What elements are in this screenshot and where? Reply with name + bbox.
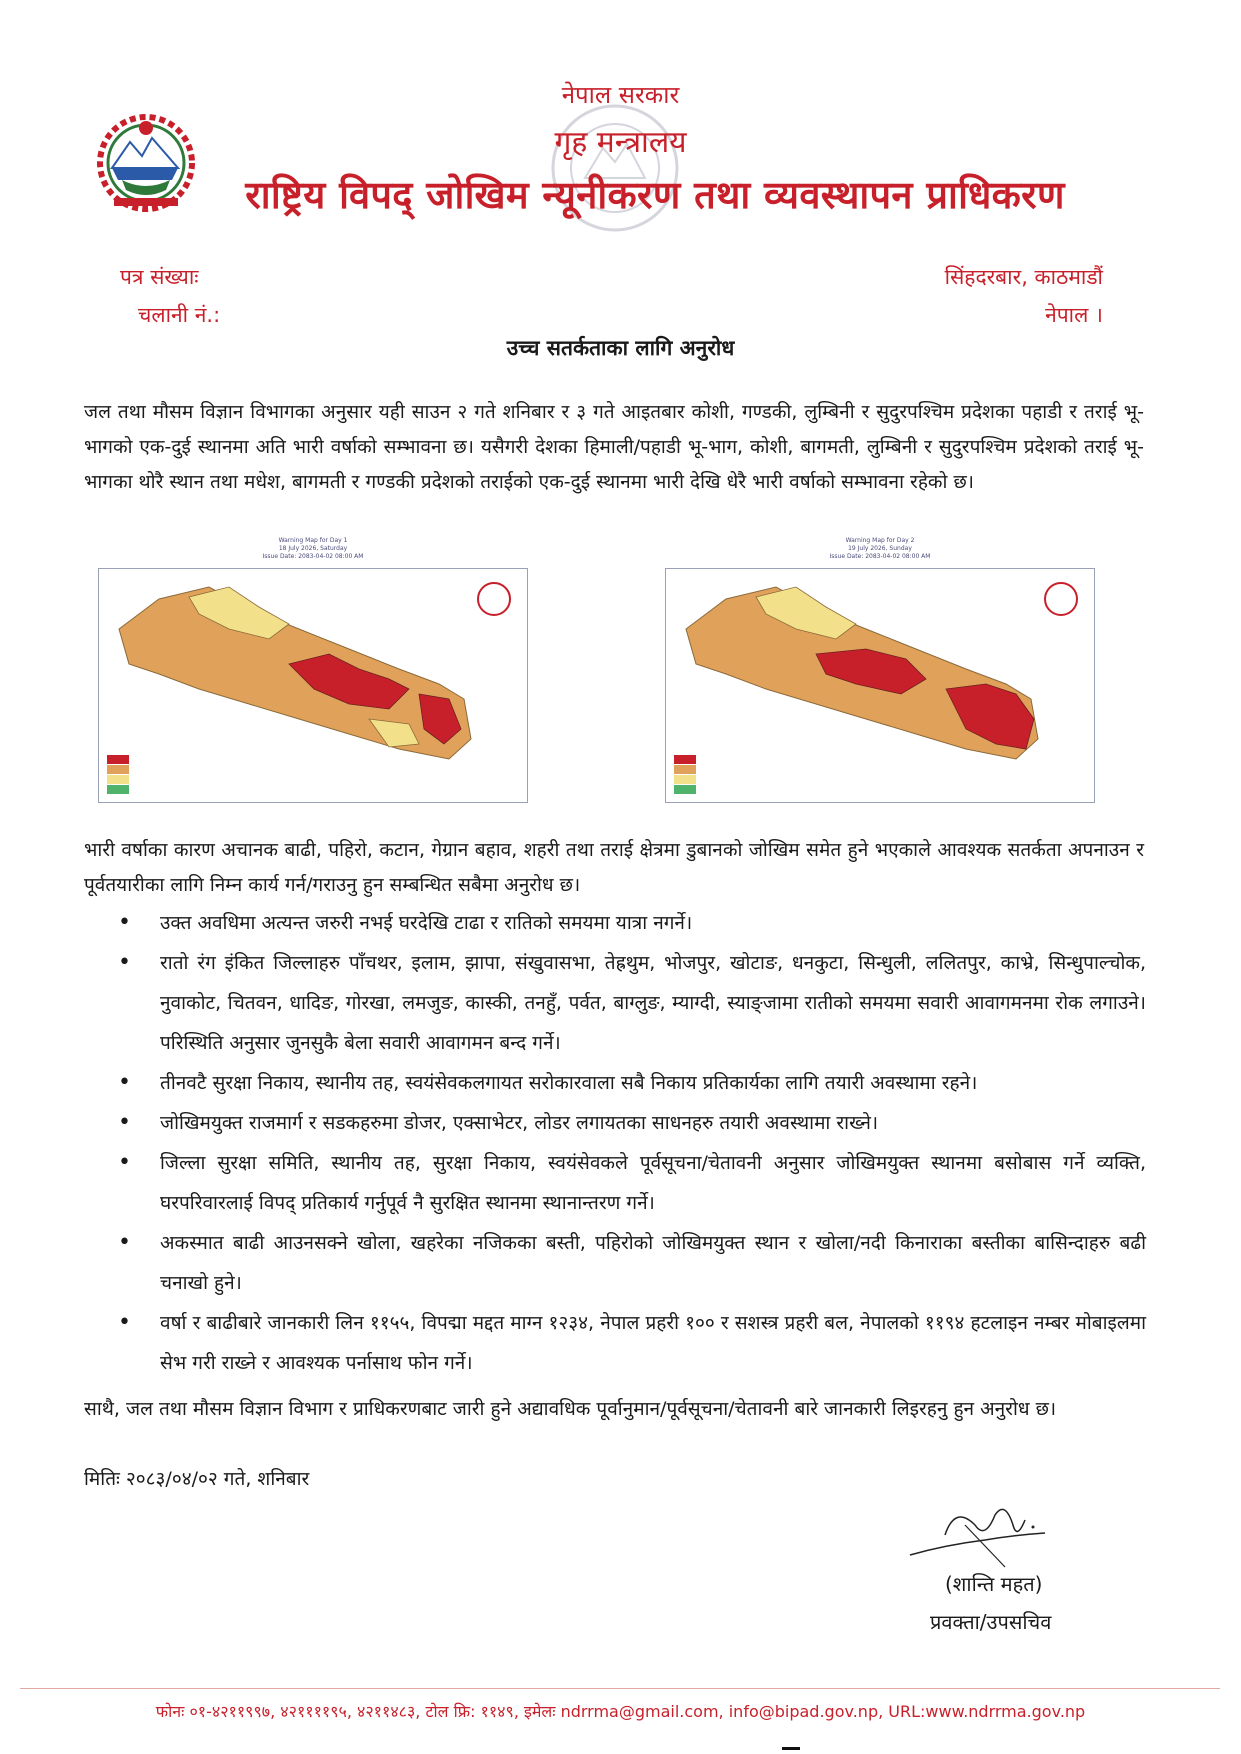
government-name: नेपाल सरकार bbox=[561, 81, 680, 109]
legend-red-swatch bbox=[107, 755, 129, 764]
dispatch-no-label: चलानी नं.: bbox=[138, 303, 221, 327]
legend-yellow-swatch bbox=[107, 775, 129, 784]
list-item: • जोखिमयुक्त राजमार्ग र सडकहरुमा डोजर, एक्साभेटर, लोडर लगायतका साधनहरु तयारी अवस्थामा राख्ने। bbox=[118, 1103, 1146, 1143]
signature-icon bbox=[905, 1495, 1055, 1570]
legend-yellow-swatch bbox=[674, 775, 696, 784]
map2-image bbox=[666, 569, 1094, 802]
signatory-title: प्रवक्ता/उपसचिव bbox=[930, 1610, 1052, 1634]
map1-date: 18 July 2026, Saturday bbox=[278, 545, 348, 552]
ministry-name: गृह मन्त्रालय bbox=[554, 125, 687, 160]
list-item: • उक्त अवधिमा अत्यन्त जरुरी नभई घरदेखि टाढा र रातिको समयमा यात्रा नगर्ने। bbox=[118, 903, 1146, 943]
list-item: • जिल्ला सुरक्षा समिति, स्थानीय तह, सुरक्षा निकाय, स्वयंसेवकले पूर्वसूचना/चेतावनी अनुसार जोखिमयुक्त स्थानमा बसोबास गर्ने व्यक्ति, घरपरिवारलाई विपद् प्रतिकार्य गर्नुपूर्व नै सुरक्षित स्थानमा स्थानान्तरण गर्ने। bbox=[118, 1143, 1146, 1223]
warning-map-day2 bbox=[665, 538, 1095, 808]
ref-no-label: पत्र संख्याः bbox=[120, 265, 199, 289]
authority-name: राष्ट्रिय विपद् जोखिम न्यूनीकरण तथा व्यवस्थापन प्राधिकरण bbox=[245, 173, 1065, 217]
address-line2: नेपाल । bbox=[1045, 303, 1103, 327]
map1-issue: Issue Date: 2083-04-02 08:00 AM bbox=[262, 553, 364, 560]
footer-contact: फोनः ०१-४२११९९७, ४२११११९५, ४२११४८३, टोल फ्रि: ११४९, इमेलः ndrrma@gmail.com, info@bipad.gov.np, URL:www.ndrrma.gov.np bbox=[155, 1702, 1086, 1721]
map2-legend bbox=[674, 754, 700, 794]
map1-frame bbox=[98, 568, 528, 803]
closing-paragraph: साथै, जल तथा मौसम विज्ञान विभाग र प्राधिकरणबाट जारी हुने अद्यावधिक पूर्वानुमान/पूर्वसूचना/चेतावनी बारे जानकारी लिइरहनु हुन अनुरोध छ। bbox=[84, 1398, 1057, 1420]
map1-legend bbox=[107, 754, 133, 794]
map2-issue: Issue Date: 2083-04-02 08:00 AM bbox=[829, 553, 931, 560]
legend-green-swatch bbox=[107, 785, 129, 794]
list-item: • रातो रंग इंकित जिल्लाहरु पाँचथर, इलाम, झापा, संखुवासभा, तेह्रथुम, भोजपुर, खोटाङ, धनकुटा, सिन्धुली, ललितपुर, काभ्रे, सिन्धुपाल्चोक, नुवाकोट, चितवन, धादिङ, गोरखा, लमजुङ, कास्की, तनहुँ, पर्वत, बाग्लुङ, म्याग्दी, स्याङ्जामा रातीको समयमा सवारी आवागमनमा रोक लगाउने। परिस्थिति अनुसार जुनसुकै बेला सवारी आवागमन बन्द गर्ने। bbox=[118, 943, 1146, 1063]
map2-date: 19 July 2026, Sunday bbox=[848, 545, 912, 552]
action-list bbox=[118, 903, 1146, 1383]
map2-frame bbox=[665, 568, 1095, 803]
map2-title: Warning Map for Day 2 bbox=[845, 537, 915, 544]
map1-title: Warning Map for Day 1 bbox=[278, 537, 348, 544]
page-mark bbox=[782, 1747, 800, 1750]
legend-green-swatch bbox=[674, 785, 696, 794]
list-item: • वर्षा र बाढीबारे जानकारी लिन ११५५, विपद्मा मद्दत माग्न १२३४, नेपाल प्रहरी १०० र सशस्त्र प्रहरी बल, नेपालको ११९४ हटलाइन नम्बर मोबाइलमा सेभ गरी राख्ने र आवश्यक पर्नासाथ फोन गर्ने। bbox=[118, 1303, 1146, 1383]
intro-paragraph: जल तथा मौसम विज्ञान विभागका अनुसार यही साउन २ गते शनिबार र ३ गते आइतबार कोशी, गण्डकी, लुम्बिनी र सुदुरपश्चिम प्रदेशका पहाडी र तराई भू-भागको एक-दुई स्थानमा अति भारी वर्षाको सम्भावना छ। यसैगरी देशका हिमाली/पहाडी भू-भाग, कोशी, बागमती, लुम्बिनी र सुदुरपश्चिम प्रदेशको तराई भू-भागका थोरै स्थान तथा मधेश, बागमती र गण्डकी प्रदेशको तराईको एक-दुई स्थानमा भारी देखि धेरै भारी वर्षाको सम्भावना रहेको छ। bbox=[84, 401, 1144, 493]
list-item: • अकस्मात बाढी आउनसक्ने खोला, खहरेका नजिकका बस्ती, पहिरोको जोखिमयुक्त स्थान र खोला/नदी किनाराका बस्तीका बासिन्दाहरु बढी चनाखो हुने। bbox=[118, 1223, 1146, 1303]
map1-image bbox=[99, 569, 527, 802]
footer-divider bbox=[20, 1688, 1220, 1689]
subject-line: उच्च सतर्कताका लागि अनुरोध bbox=[506, 336, 735, 360]
legend-orange-swatch bbox=[107, 765, 129, 774]
warning-map-day1 bbox=[98, 538, 528, 808]
list-item: • तीनवटै सुरक्षा निकाय, स्थानीय तह, स्वयंसेवकलगायत सरोकारवाला सबै निकाय प्रतिकार्यका लागि तयारी अवस्थामा रहने। bbox=[118, 1063, 1146, 1103]
legend-orange-swatch bbox=[674, 765, 696, 774]
action-intro-paragraph: भारी वर्षाका कारण अचानक बाढी, पहिरो, कटान, गेग्रान बहाव, शहरी तथा तराई क्षेत्रमा डुबानको जोखिम समेत हुने भएकाले आवश्यक सतर्कता अपनाउन र पूर्वतयारीका लागि निम्न कार्य गर्न/गराउनु हुन सम्बन्धित सबैमा अनुरोध छ। bbox=[84, 839, 1144, 896]
reference-block bbox=[120, 258, 220, 334]
date-line: मितिः २०८३/०४/०२ गते, शनिबार bbox=[84, 1468, 310, 1490]
legend-red-swatch bbox=[674, 755, 696, 764]
address-block bbox=[945, 258, 1103, 334]
address-line1: सिंहदरबार, काठमाडौं bbox=[944, 265, 1103, 289]
signatory-name: (शान्ति महत) bbox=[945, 1572, 1043, 1596]
